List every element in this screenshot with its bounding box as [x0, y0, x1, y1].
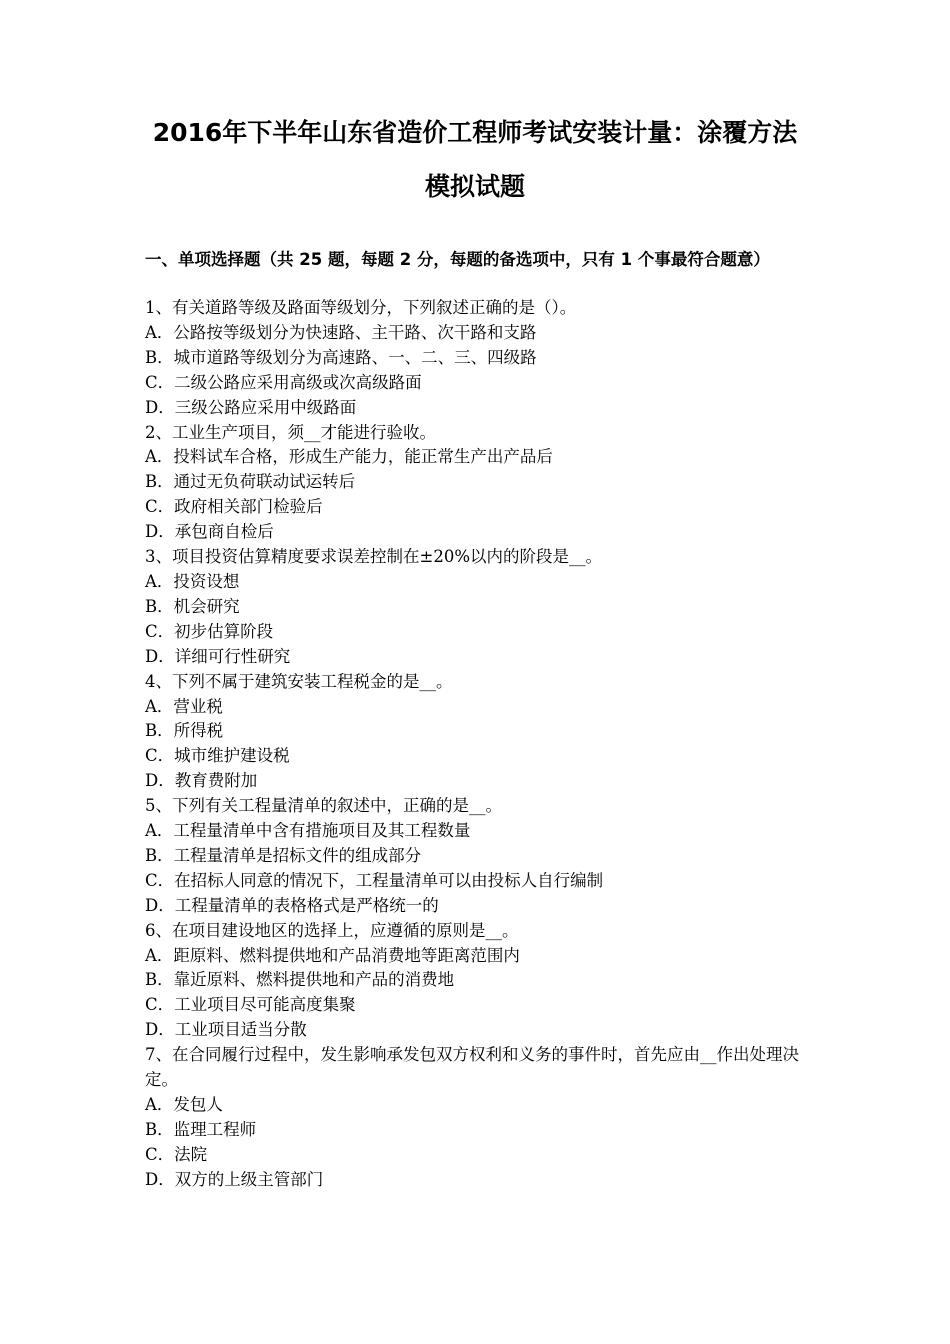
option-d: D．双方的上级主管部门	[145, 1169, 324, 1189]
option-b: B．靠近原料、燃料提供地和产品的消费地	[145, 970, 455, 990]
option-b: B．城市道路等级划分为高速路、一、二、三、四级路	[145, 347, 537, 367]
option-c: C．城市维护建设税	[145, 746, 290, 766]
option-c: C．法院	[145, 1144, 208, 1164]
question-3	[145, 545, 815, 670]
option-b: B．监理工程师	[145, 1119, 257, 1139]
question-list	[145, 296, 815, 1193]
question-stem: 1、有关道路等级及路面等级划分，下列叙述正确的是（）。	[145, 298, 577, 317]
option-c: C．政府相关部门检验后	[145, 497, 323, 517]
question-stem: 7、在合同履行过程中，发生影响承发包双方权利和义务的事件时，首先应由__作出处理决定。	[145, 1045, 799, 1090]
option-d: D．工业项目适当分散	[145, 1020, 307, 1040]
section-heading: 一、单项选择题（共 25 题，每题 2 分，每题的备选项中，只有 1 个事最符合题意）	[145, 250, 770, 269]
option-c: C．初步估算阶段	[145, 621, 274, 641]
option-c: C．在招标人同意的情况下，工程量清单可以由投标人自行编制	[145, 870, 604, 890]
document-title-line-2: 模拟试题	[424, 172, 525, 201]
option-b: B．工程量清单是招标文件的组成部分	[145, 845, 422, 865]
option-a: A．营业税	[145, 696, 223, 716]
option-a: A．工程量清单中含有措施项目及其工程数量	[145, 821, 471, 841]
question-6	[145, 919, 815, 1044]
question-stem: 6、在项目建设地区的选择上，应遵循的原则是__。	[145, 920, 519, 940]
option-d: D．教育费附加	[145, 771, 258, 791]
option-b: B．通过无负荷联动试运转后	[145, 472, 356, 492]
option-d: D．三级公路应采用中级路面	[145, 397, 357, 417]
option-b: B．机会研究	[145, 596, 240, 616]
option-a: A．公路按等级划分为快速路、主干路、次干路和支路	[145, 322, 537, 342]
option-a: A．投料试车合格，形成生产能力，能正常生产出产品后	[145, 447, 553, 467]
option-d: D．工程量清单的表格格式是严格统一的	[145, 895, 439, 915]
option-a: A．距原料、燃料提供地和产品消费地等距离范围内	[145, 945, 520, 965]
question-stem: 2、工业生产项目，须__才能进行验收。	[145, 422, 436, 442]
option-a: A．投资设想	[145, 571, 240, 591]
question-2	[145, 421, 815, 546]
option-c: C．二级公路应采用高级或次高级路面	[145, 372, 422, 392]
question-1	[145, 296, 815, 421]
question-7	[145, 1043, 815, 1192]
option-d: D．承包商自检后	[145, 522, 274, 542]
question-5	[145, 794, 815, 919]
question-stem: 5、下列有关工程量清单的叙述中，正确的是__。	[145, 796, 502, 816]
option-d: D．详细可行性研究	[145, 646, 291, 666]
option-b: B．所得税	[145, 721, 224, 741]
question-4	[145, 670, 815, 795]
question-stem: 4、下列不属于建筑安装工程税金的是__。	[145, 671, 453, 691]
document-title-line-1: 2016年下半年山东省造价工程师考试安装计量：涂覆方法	[152, 118, 798, 147]
question-stem: 3、项目投资估算精度要求误差控制在±20%以内的阶段是__。	[145, 547, 602, 567]
option-a: A．发包人	[145, 1095, 223, 1114]
option-c: C．工业项目尽可能高度集聚	[145, 995, 356, 1015]
